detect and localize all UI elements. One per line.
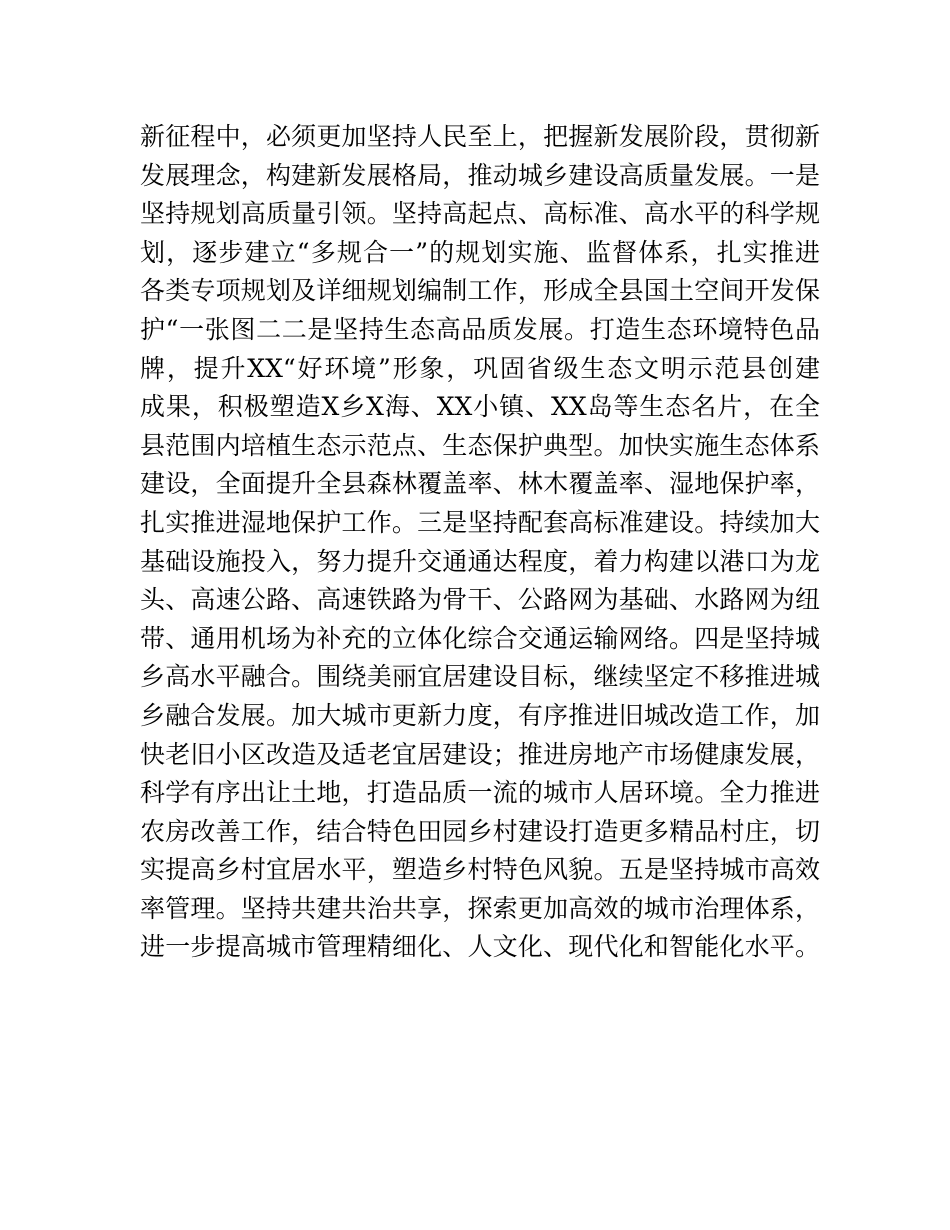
text-line: 快老旧小区改造及适老宜居建设；推进房地产市场健康发展， — [140, 739, 820, 769]
text-line: 各类专项规划及详细规划编制工作，形成全县国土空间开发保 — [140, 276, 820, 306]
text-line: 县范围内培植生态示范点、生态保护典型。加快实施生态体系 — [140, 430, 820, 460]
text-line: 成果，积极塑造X乡X海、XX小镇、XX岛等生态名片，在全 — [140, 392, 820, 422]
text-line: 实提高乡村宜居水平，塑造乡村特色风貌。五是坚持城市高效 — [140, 855, 820, 885]
text-line: 坚持规划高质量引领。坚持高起点、高标准、高水平的科学规 — [140, 199, 820, 229]
text-line: 带、通用机场为补充的立体化综合交通运输网络。四是坚持城 — [140, 623, 820, 653]
text-line: 科学有序出让土地，打造品质一流的城市人居环境。全力推进 — [140, 778, 820, 808]
text-line: 划，逐步建立“多规合一”的规划实施、监督体系，扎实推进 — [140, 237, 820, 267]
text-line: 农房改善工作，结合特色田园乡村建设打造更多精品村庄，切 — [140, 816, 820, 846]
text-line: 进一步提高城市管理精细化、人文化、现代化和智能化水平。 — [140, 932, 820, 962]
text-line: 头、高速公路、高速铁路为骨干、公路网为基础、水路网为纽 — [140, 585, 820, 615]
text-line: 牌，提升XX“好环境”形象，巩固省级生态文明示范县创建 — [140, 353, 820, 383]
text-line: 乡高水平融合。围绕美丽宜居建设目标，继续坚定不移推进城 — [140, 662, 820, 692]
text-line: 新征程中，必须更加坚持人民至上，把握新发展阶段，贯彻新 — [140, 122, 820, 151]
text-line: 率管理。坚持共建共治共享，探索更加高效的城市治理体系， — [140, 893, 820, 923]
text-line: 建设，全面提升全县森林覆盖率、林木覆盖率、湿地保护率， — [140, 469, 820, 499]
text-line: 基础设施投入，努力提升交通通达程度，着力构建以港口为龙 — [140, 546, 820, 576]
body-paragraph — [140, 118, 820, 967]
text-line: 扎实推进湿地保护工作。三是坚持配套高标准建设。持续加大 — [140, 507, 820, 537]
text-line: 发展理念，构建新发展格局，推动城乡建设高质量发展。一是 — [140, 160, 820, 190]
text-line: 护“一张图二二是坚持生态高品质发展。打造生态环境特色品 — [140, 314, 820, 344]
text-line: 乡融合发展。加大城市更新力度，有序推进旧城改造工作，加 — [140, 700, 820, 730]
